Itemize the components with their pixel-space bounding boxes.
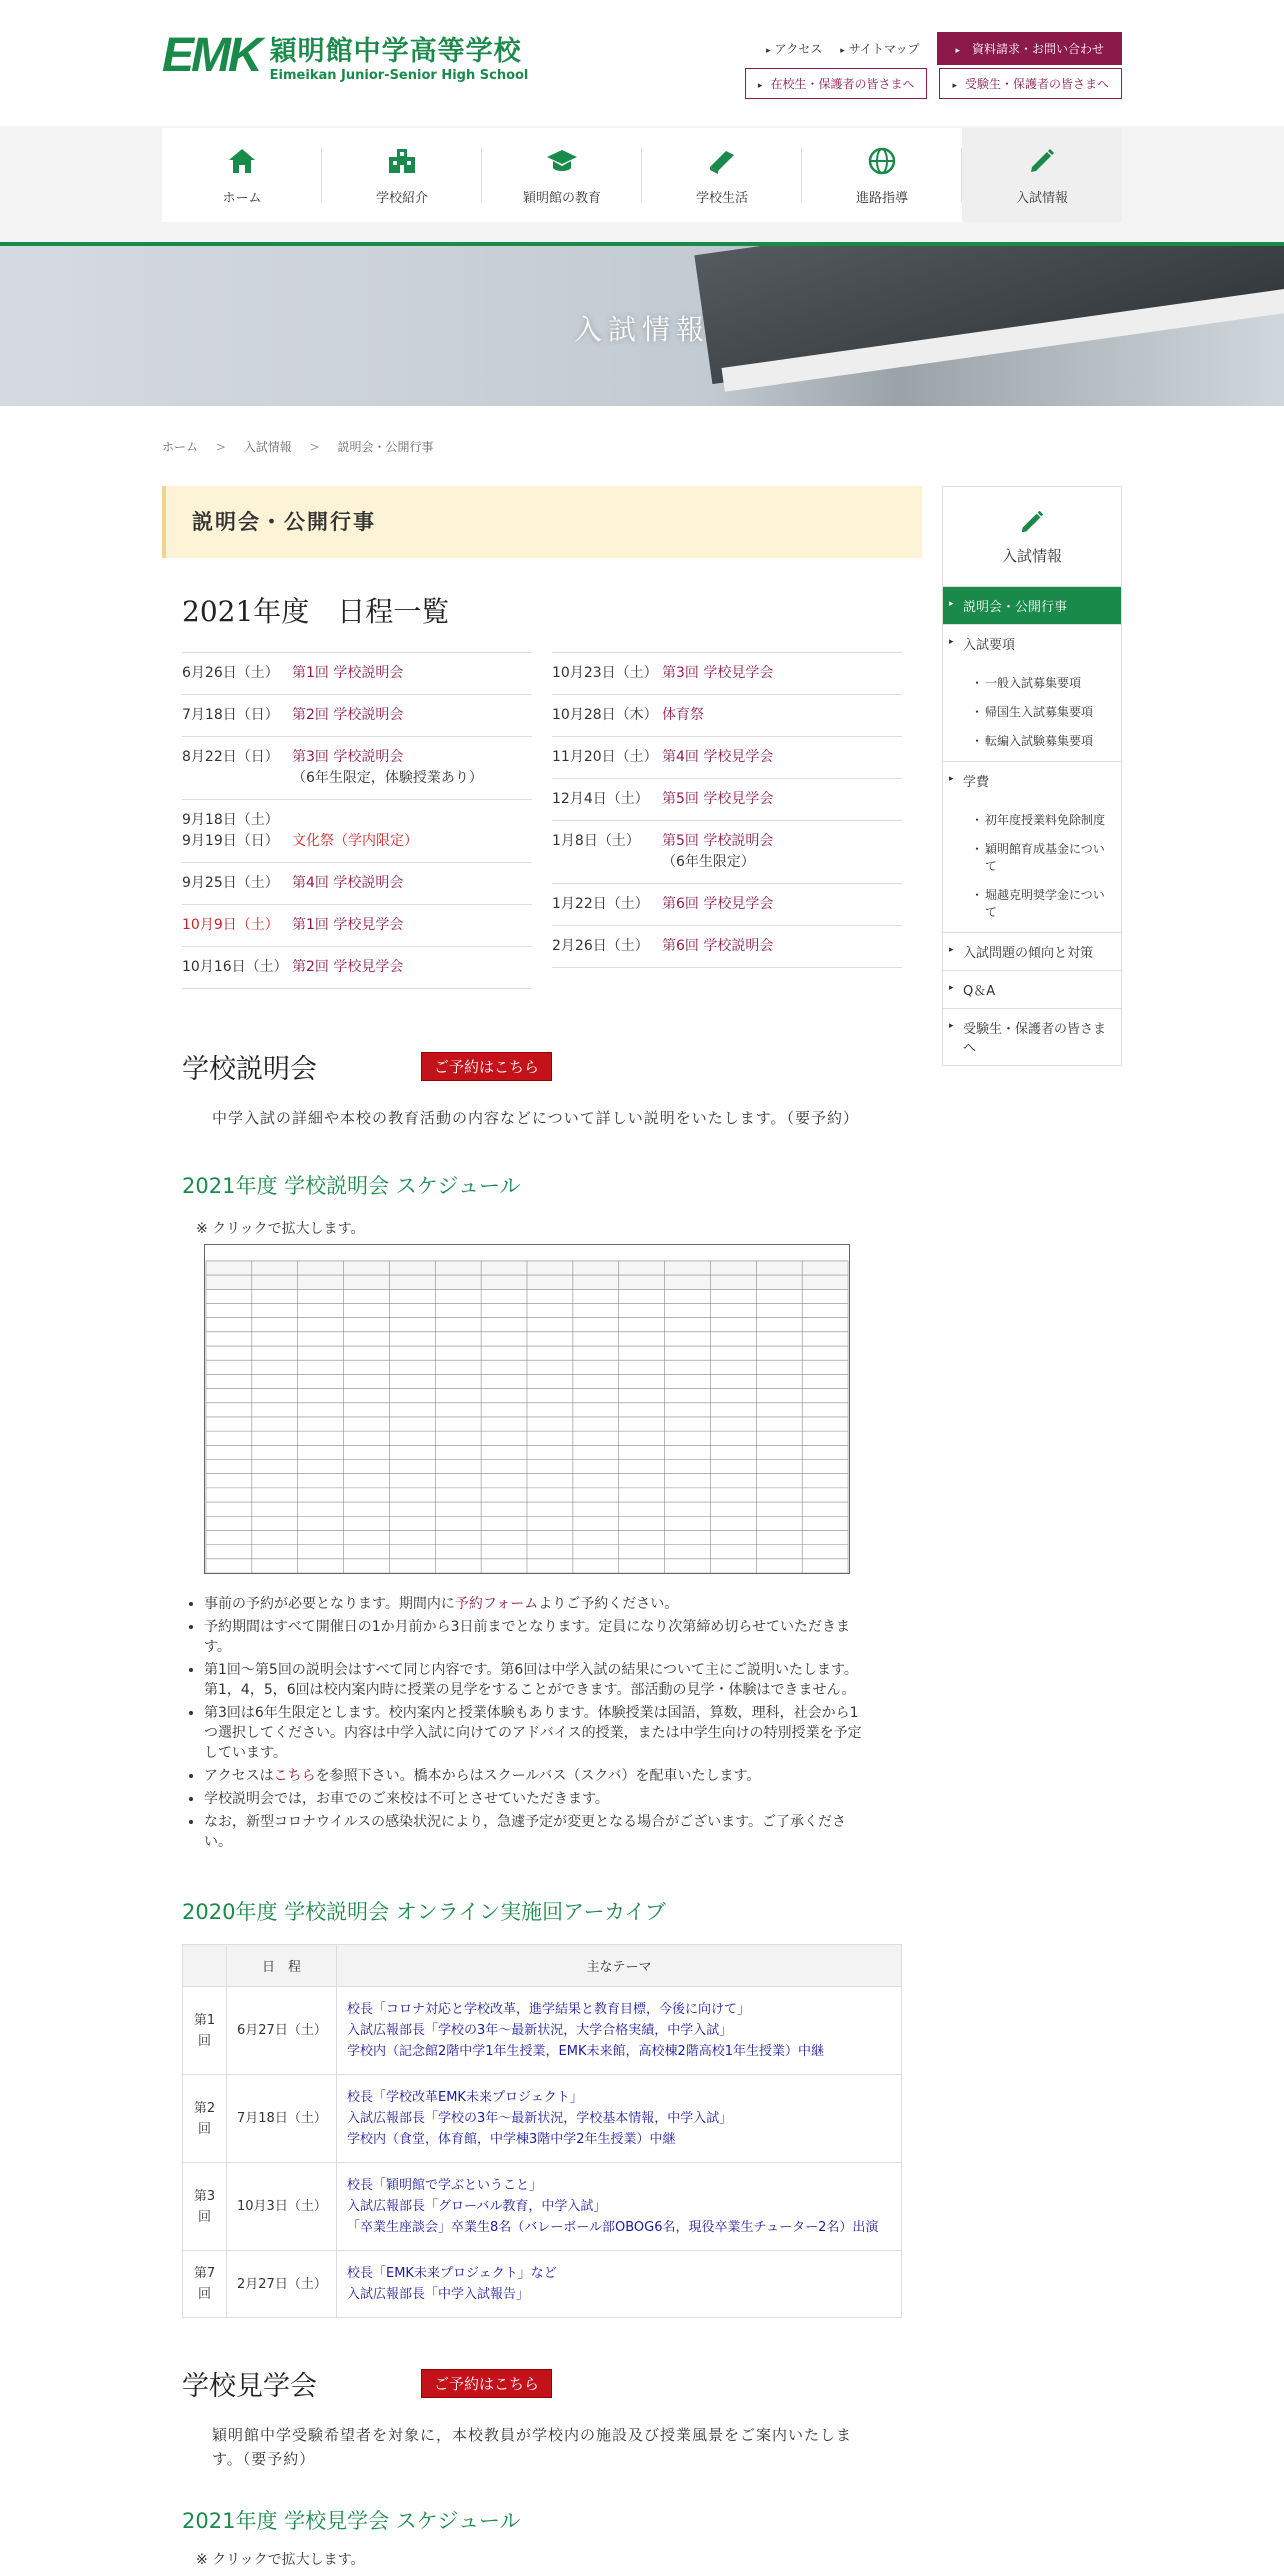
page-title: 説明会・公開行事 (162, 486, 922, 558)
schedule-row (182, 653, 532, 695)
inline-link[interactable]: こちら (273, 1768, 316, 1784)
breadcrumb-sep: > (215, 440, 226, 454)
setsumeikai-description: 中学入試の詳細や本校の教育活動の内容などについて詳しい説明をいたします。（要予約） (212, 1109, 860, 1127)
nav-admissions[interactable] (962, 128, 1122, 222)
schedule-date: 7月18日（日） (182, 707, 279, 723)
archive-table (182, 1944, 902, 2318)
archive-video-link[interactable]: 校長「穎明館で学ぶということ」 (347, 2178, 543, 2193)
schedule-date: 9月18日（土） (182, 812, 279, 828)
sidebar-subitem[interactable]: ・ 初年度授業料免除制度 (943, 805, 1121, 834)
home-icon (226, 145, 258, 177)
logo-en: Eimeikan Junior-Senior High School (269, 67, 529, 83)
sidebar-subs-tuition (943, 799, 1121, 933)
setsumeikai-notes (182, 1594, 862, 1852)
schedule-row (182, 863, 532, 905)
sidebar-subitem[interactable]: ・ 転編入試験募集要項 (943, 726, 1121, 755)
kengakukai-reserve-button[interactable]: ご予約はこちら (421, 2369, 552, 2398)
breadcrumb-home[interactable]: ホーム (162, 440, 199, 454)
sidebar-subitem[interactable]: ・ 堀越克明奨学金について (943, 880, 1121, 926)
schedule-list (182, 652, 902, 989)
schedule-event-link[interactable]: 第2回 学校見学会 (292, 959, 404, 975)
nav-label: 穎明館の教育 (522, 190, 601, 206)
table-row (183, 2251, 902, 2318)
nav-education[interactable] (482, 128, 642, 222)
nav-about[interactable] (322, 128, 482, 222)
click-to-enlarge-note: ※ クリックで拡大します。 (196, 2552, 365, 2568)
schedule-event-link[interactable]: 第2回 学校説明会 (292, 707, 404, 723)
note-item: • 第1回～第5回の説明会はすべて同じ内容です。第6回は中学入試の結果について主にご説明いたします。第1，4，5，6回は校内案内時に授業の見学をすることができます。部活動の見学・体験はできません。 (204, 1660, 862, 1700)
archive-date: 10月3日（土） (227, 2163, 337, 2251)
hero-title: 入試情報 (573, 313, 710, 346)
sidebar-subitem[interactable]: ・ 一般入試募集要項 (943, 668, 1121, 697)
note-item: • なお，新型コロナウイルスの感染状況により，急遽予定が変更となる場合がございます。ご了承ください。 (204, 1812, 862, 1852)
schedule-row (552, 779, 902, 821)
current-students-button[interactable]: ▸ 在校生・保護者の皆さまへ (745, 68, 928, 99)
archive-date: 2月27日（土） (227, 2251, 337, 2318)
sidebar (942, 486, 1122, 1066)
note-item: • 予約期間はすべて開催日の1か月前から3日前までとなります。定員になり次第締め切らせていただきます。 (204, 1617, 862, 1657)
nav-label: 学校生活 (695, 190, 748, 206)
schedule-event-link[interactable]: 第3回 学校見学会 (662, 665, 774, 681)
hero-banner (0, 246, 1284, 406)
schedule-event-link[interactable]: 第5回 学校見学会 (662, 791, 774, 807)
archive-themes (337, 1987, 902, 2075)
sidebar-item-tuition[interactable]: ▸ 学費 (943, 762, 1121, 799)
schedule-note: （学内限定） (334, 833, 418, 849)
table-row (183, 2163, 902, 2251)
schedule-row (182, 737, 532, 800)
schedule-event-link[interactable]: 第6回 学校説明会 (662, 938, 774, 954)
logo-mark: EMK (162, 29, 260, 82)
nav-label: 進路指導 (855, 190, 908, 206)
archive-col-no (183, 1945, 227, 1987)
schedule-row (182, 800, 532, 831)
schedule-event-link[interactable]: 第6回 学校見学会 (662, 896, 774, 912)
schedule-row (552, 821, 902, 884)
archive-col-theme: 主なテーマ (337, 1945, 902, 1987)
archive-no: 第1回 (183, 1987, 227, 2075)
archive-video-link[interactable]: 学校内（食堂，体育館，中学棟3階中学2年生授業）中継 (347, 2132, 676, 2147)
table-row (183, 1987, 902, 2075)
sidebar-item-guidelines[interactable]: ▸ 入試要項 (943, 625, 1121, 662)
request-button[interactable]: ▸ 資料請求・お問い合わせ (937, 32, 1122, 65)
breadcrumb-current: 説明会・公開行事 (337, 440, 434, 454)
note-item: • 事前の予約が必要となります。期間内に予約フォームよりご予約ください。 (204, 1594, 862, 1614)
schedule-date: 10月9日（土） (182, 917, 279, 933)
schedule-event-link[interactable]: 第1回 学校見学会 (292, 917, 404, 933)
archive-video-link[interactable]: 入試広報部長「グローバル教育，中学入試」 (347, 2199, 607, 2214)
archive-video-link[interactable]: 校長「コロナ対応と学校改革，進学結果と教育目標，今後に向けて」 (347, 2002, 751, 2017)
breadcrumb-sep: > (309, 440, 320, 454)
archive-video-link[interactable]: 校長「学校改革EMK未来プロジェクト」 (347, 2090, 583, 2105)
note-item: • 第3回は6年生限定とします。校内案内と授業体験もあります。体験授業は国語，算数，理科，社会から1つ選択してください。内容は中学入試に向けてのアドバイス的授業，または中学生向けの特別授業を予定しています。 (204, 1703, 862, 1763)
sidebar-item[interactable]: ▸ Q＆A (943, 971, 1121, 1009)
schedule-row (552, 653, 902, 695)
sidebar-header (943, 487, 1121, 587)
schedule-event-link[interactable]: 第4回 学校見学会 (662, 749, 774, 765)
archive-date: 7月18日（土） (227, 2075, 337, 2163)
kengakukai-title: 学校見学会 (182, 2371, 317, 2402)
setsumeikai-reserve-button[interactable]: ご予約はこちら (421, 1052, 552, 1081)
schedule-date: 10月28日（木） (552, 707, 658, 723)
kengakukai-description: 穎明館中学受験希望者を対象に，本校教員が学校内の施設及び授業風景をご案内いたします。（要予約） (212, 2426, 853, 2468)
setsumeikai-schedule-title: 2021年度 学校説明会 スケジュール (182, 1174, 521, 1198)
schedule-event-link[interactable]: 文化祭 (292, 833, 334, 849)
schedule-date: 9月19日（日） (182, 833, 279, 849)
schedule-event-link[interactable]: 体育祭 (662, 707, 704, 723)
schedule-date: 2月26日（土） (552, 938, 649, 954)
schedule-row (552, 926, 902, 968)
schedule-date: 6月26日（土） (182, 665, 279, 681)
nav-career[interactable] (802, 128, 962, 222)
setsumeikai-schedule-image[interactable] (204, 1244, 850, 1574)
schedule-row (552, 884, 902, 926)
nav-home[interactable] (162, 128, 322, 222)
pencil-icon (1017, 507, 1047, 537)
schedule-column-right (552, 652, 902, 989)
archive-date: 6月27日（土） (227, 1987, 337, 2075)
sidebar-item[interactable]: ▸ 入試問題の傾向と対策 (943, 933, 1121, 971)
schedule-date: 9月25日（土） (182, 875, 279, 891)
global-nav (162, 128, 1122, 222)
archive-themes (337, 2075, 902, 2163)
click-to-enlarge-note: ※ クリックで拡大します。 (196, 1221, 365, 1237)
archive-no: 第2回 (183, 2075, 227, 2163)
schedule-date: 8月22日（日） (182, 749, 279, 765)
breadcrumb-admissions[interactable]: 入試情報 (243, 440, 292, 454)
archive-video-link[interactable]: 「卒業生座談会」卒業生8名（バレーボール部OBOG6名，現役卒業生チューター2名）出演 (347, 2220, 879, 2235)
schedule-row (552, 737, 902, 779)
sidebar-subitem[interactable]: ・ 穎明館育成基金について (943, 834, 1121, 880)
archive-themes (337, 2251, 902, 2318)
note-item: • 学校説明会では，お車でのご来校は不可とさせていただきます。 (204, 1789, 862, 1809)
schedule-date: 10月23日（土） (552, 665, 658, 681)
schedule-column-left (182, 652, 532, 989)
archive-themes (337, 2163, 902, 2251)
archive-title: 2020年度 学校説明会 オンライン実施回アーカイブ (182, 1900, 666, 1924)
nav-label: ホーム (222, 190, 262, 206)
schedule-date: 10月16日（土） (182, 959, 288, 975)
schedule-date: 1月8日（土） (552, 833, 640, 849)
note-item: • アクセスはこちらを参照下さい。橋本からはスクールバス（スクバ）を配車いたします。 (204, 1766, 862, 1786)
archive-col-date: 日 程 (227, 1945, 337, 1987)
schedule-row (182, 695, 532, 737)
nav-label: 入試情報 (1015, 190, 1068, 206)
graduation-cap-icon (546, 145, 578, 177)
sidebar-subs-guidelines (943, 662, 1121, 762)
schedule-date: 12月4日（土） (552, 791, 649, 807)
setsumeikai-title: 学校説明会 (182, 1054, 317, 1085)
schedule-event-link[interactable]: 第5回 学校説明会 (662, 833, 774, 849)
schedule-row (182, 905, 532, 947)
school-icon (386, 145, 418, 177)
schedule-note: （6年生限定） (662, 854, 755, 870)
archive-video-link[interactable]: 校長「EMK未来プロジェクト」など (347, 2266, 557, 2281)
nav-label: 学校紹介 (375, 190, 428, 206)
inline-link[interactable]: 予約フォーム (454, 1596, 539, 1612)
archive-video-link[interactable]: 入試広報部長「中学入試報告」 (347, 2287, 530, 2302)
site-logo[interactable] (162, 28, 528, 83)
main-content (162, 486, 922, 2568)
archive-video-link[interactable]: 入試広報部長「学校の3年～最新状況，大学合格実績，中学入試」 (347, 2023, 733, 2038)
schedule-event-link[interactable]: 第1回 学校説明会 (292, 665, 404, 681)
schedule-note: （6年生限定，体験授業あり） (292, 770, 483, 786)
logo-jp: 穎明館中学高等学校 (269, 35, 522, 67)
archive-video-link[interactable]: 入試広報部長「学校の3年～最新状況，学校基本情報，中学入試」 (347, 2111, 733, 2126)
schedule-row (182, 947, 532, 989)
schedule-date: 11月20日（土） (552, 749, 658, 765)
schedule-date: 1月22日（土） (552, 896, 649, 912)
schedule-row (552, 695, 902, 737)
archive-no: 第3回 (183, 2163, 227, 2251)
pencil-icon (1026, 145, 1058, 177)
access-link[interactable]: ▸ アクセス (766, 40, 822, 57)
year-schedule-title: 2021年度 日程一覧 (182, 595, 450, 628)
table-row (183, 2075, 902, 2163)
breadcrumb (162, 438, 447, 455)
schedule-event-link[interactable]: 第4回 学校説明会 (292, 875, 404, 891)
kengakukai-schedule-title: 2021年度 学校見学会 スケジュール (182, 2509, 521, 2533)
schedule-event-link[interactable]: 第3回 学校説明会 (292, 749, 404, 765)
sidebar-subitem[interactable]: ・ 帰国生入試募集要項 (943, 697, 1121, 726)
sidebar-item-events[interactable]: ▸ 説明会・公開行事 (943, 587, 1121, 625)
sitemap-link[interactable]: ▸ サイトマップ (840, 40, 919, 57)
book-icon (706, 145, 738, 177)
sidebar-title: 入試情報 (1001, 547, 1062, 565)
archive-no: 第7回 (183, 2251, 227, 2318)
applicants-button[interactable]: ▸ 受験生・保護者の皆さまへ (939, 68, 1122, 99)
archive-video-link[interactable]: 学校内（記念館2階中学1年生授業，EMK未来館，高校棟2階高校1年生授業）中継 (347, 2044, 825, 2059)
globe-icon (866, 145, 898, 177)
schedule-row (182, 831, 532, 863)
sidebar-item[interactable]: ▸ 受験生・保護者の皆さまへ (943, 1009, 1121, 1065)
nav-school-life[interactable] (642, 128, 802, 222)
